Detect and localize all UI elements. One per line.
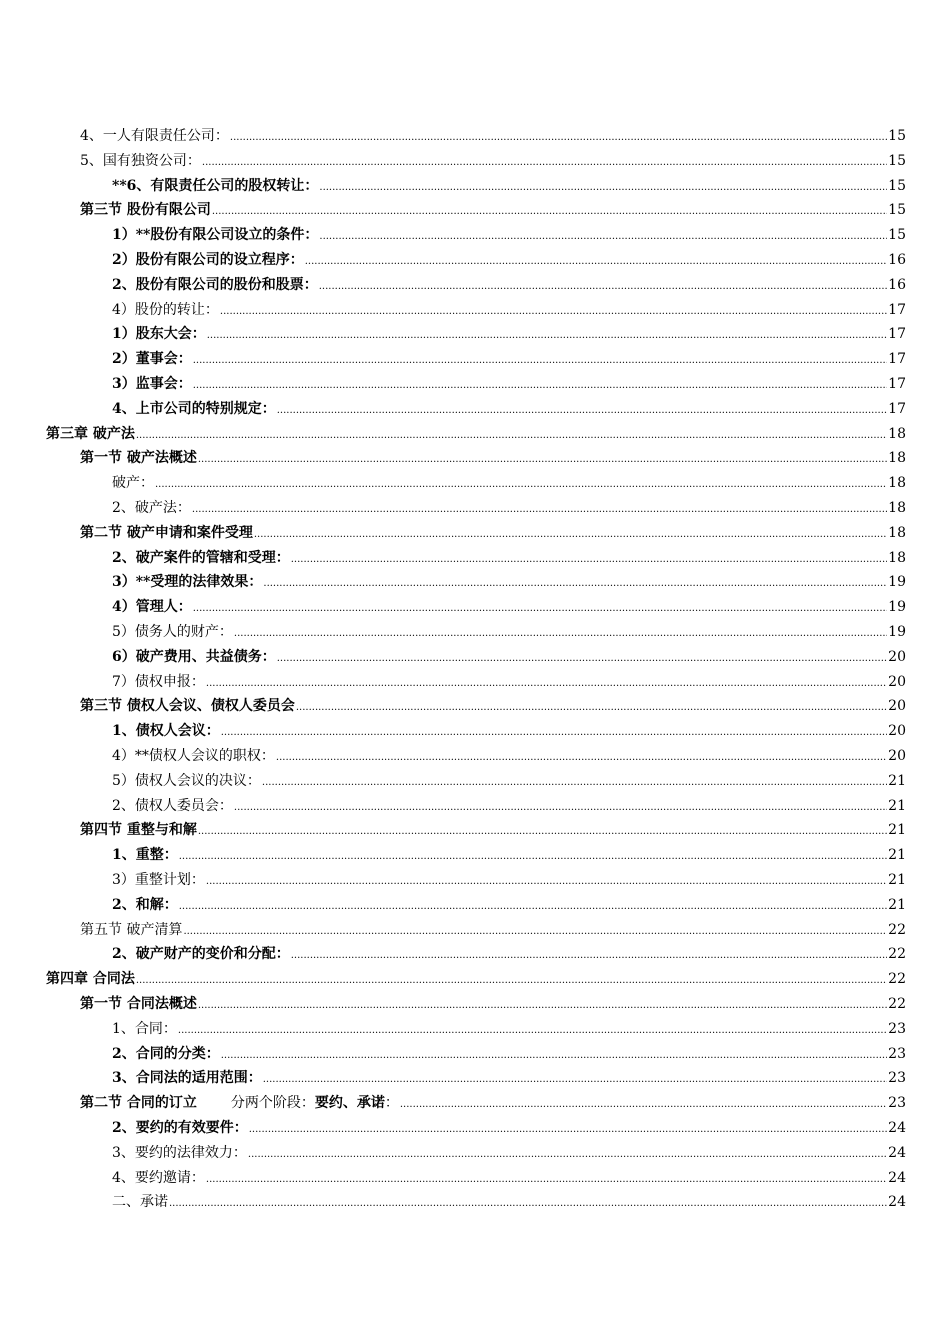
toc-entry-title: 6）破产费用、共益债务： <box>112 648 276 665</box>
toc-entry-title: 2、破产财产的变价和分配： <box>112 946 290 963</box>
toc-entry[interactable] <box>112 374 906 394</box>
toc-entry-title: 1、合同： <box>112 1020 177 1037</box>
toc-entry-label <box>112 374 192 394</box>
toc-dot-leader <box>305 250 887 272</box>
toc-entry-label <box>112 796 233 816</box>
toc-page-number: 22 <box>888 996 906 1012</box>
toc-entry[interactable] <box>112 176 906 196</box>
toc-entry-title: 4、一人有限责任公司： <box>80 128 229 144</box>
toc-dot-leader <box>400 1093 887 1115</box>
toc-dot-leader <box>155 473 887 495</box>
toc-dot-leader <box>212 200 887 222</box>
toc-entry-label <box>80 126 229 146</box>
toc-entry-label <box>46 969 135 989</box>
toc-page-number: 19 <box>888 574 906 591</box>
toc-entry[interactable] <box>80 523 906 543</box>
toc-page-number: 18 <box>888 425 906 442</box>
toc-entry-title: 3）重整计划： <box>112 872 205 888</box>
toc-entry[interactable] <box>112 597 906 617</box>
toc-entry-label <box>112 1044 220 1064</box>
toc-entry-label <box>112 225 318 245</box>
toc-dot-leader <box>230 126 887 148</box>
toc-entry-title: 第五节 破产清算 <box>80 921 183 938</box>
toc-entry-title: 5、国有独资公司： <box>80 152 201 169</box>
toc-dot-leader <box>198 994 887 1016</box>
toc-page-number: 15 <box>888 128 906 144</box>
toc-entry-label <box>112 944 290 964</box>
toc-entry[interactable] <box>112 1044 906 1064</box>
toc-entry-title: 二、承诺 <box>112 1194 168 1211</box>
toc-entry[interactable] <box>112 1019 906 1039</box>
toc-dot-leader <box>198 448 887 470</box>
toc-entry-title: 破产： <box>112 475 154 492</box>
toc-entry-title: 3、合同法的适用范围： <box>112 1070 262 1087</box>
toc-dot-leader <box>319 176 887 198</box>
toc-entry[interactable] <box>80 994 906 1014</box>
toc-page-number: 19 <box>888 599 906 616</box>
toc-entry[interactable] <box>112 746 906 766</box>
toc-entry-label <box>112 1019 177 1039</box>
toc-entry-title: 第四章 合同法 <box>46 971 135 988</box>
toc-dot-leader <box>262 771 887 793</box>
toc-entry-label <box>112 721 220 741</box>
toc-dot-leader <box>193 374 887 396</box>
toc-entry-title: 4、上市公司的特别规定： <box>112 400 276 417</box>
toc-page-number: 21 <box>888 872 906 888</box>
toc-entry-label <box>112 1068 262 1088</box>
toc-entry-label <box>80 920 182 940</box>
toc-entry-title: 3）监事会： <box>112 376 192 392</box>
toc-dot-leader <box>291 548 887 570</box>
toc-page-number: 21 <box>888 822 906 839</box>
toc-entry[interactable] <box>112 870 906 890</box>
toc-entry-title: 4）**债权人会议的职权： <box>112 748 275 764</box>
toc-entry-label <box>112 672 205 692</box>
toc-page-number: 17 <box>888 351 906 368</box>
toc-entry[interactable] <box>112 944 906 964</box>
toc-dot-leader <box>221 721 887 743</box>
toc-dot-leader <box>234 622 887 644</box>
toc-dot-leader <box>249 1118 887 1140</box>
toc-entry[interactable] <box>80 696 906 716</box>
toc-entry[interactable] <box>112 225 906 245</box>
toc-page-number: 23 <box>888 1045 906 1062</box>
toc-dot-leader <box>193 597 887 619</box>
toc-entry-label <box>112 1192 168 1212</box>
toc-entry-label <box>112 597 192 617</box>
toc-page-number: 23 <box>888 1070 906 1087</box>
toc-page-number: 15 <box>888 202 906 219</box>
toc-entry-label <box>112 845 178 865</box>
toc-entry-title: 2、股份有限公司的股份和股票： <box>112 276 318 293</box>
toc-entry-title: 第三节 债权人会议、债权人委员会 <box>80 698 295 715</box>
toc-entry-title: **6、有限责任公司的股权转让： <box>112 177 319 194</box>
toc-dot-leader <box>136 969 887 991</box>
toc-entry-label <box>112 1168 205 1188</box>
toc-entry[interactable] <box>112 473 906 493</box>
toc-entry[interactable] <box>112 647 906 667</box>
toc-page-number: 17 <box>888 400 906 417</box>
toc-dot-leader <box>221 1044 887 1066</box>
toc-entry-title: 2、合同的分类： <box>112 1045 220 1062</box>
toc-dot-leader <box>296 696 887 718</box>
toc-page-number: 22 <box>888 921 906 938</box>
toc-entry-label <box>112 324 206 344</box>
toc-dot-leader <box>276 746 887 768</box>
toc-entry-title: 1）**股份有限公司设立的条件： <box>112 227 319 244</box>
toc-entry[interactable] <box>112 1192 906 1212</box>
toc-entry-title: 3）**受理的法律效果： <box>112 574 263 591</box>
toc-page-number: 20 <box>888 698 906 715</box>
toc-entry-label <box>112 399 276 419</box>
toc-entry-title: 4）股份的转让： <box>112 301 219 318</box>
toc-entry-label <box>46 424 135 444</box>
toc-page-number: 18 <box>888 475 906 492</box>
toc-entry-title: 第三节 股份有限公司 <box>80 202 211 219</box>
toc-page-number: 18 <box>888 450 906 467</box>
toc-entry[interactable] <box>112 498 906 518</box>
toc-entry-label <box>112 473 154 493</box>
toc-entry-label <box>112 275 318 295</box>
toc-page-number: 18 <box>888 524 906 541</box>
toc-entry-label <box>112 176 318 196</box>
toc-entry-title: 第一节 合同法概述 <box>80 996 197 1012</box>
toc-page-number: 24 <box>888 1194 906 1211</box>
toc-entry-label <box>112 349 192 369</box>
toc-entry-label <box>80 151 201 171</box>
toc-entry-label <box>112 250 304 270</box>
toc-entry-label <box>80 200 211 220</box>
toc-dot-leader <box>254 523 887 545</box>
toc-entry-label <box>112 647 276 667</box>
toc-entry-label <box>80 820 197 840</box>
toc-dot-leader <box>319 225 887 247</box>
toc-entry-title: 第二节 合同的订立 <box>80 1095 197 1112</box>
toc-entry[interactable] <box>112 1068 906 1088</box>
toc-entry[interactable] <box>112 399 906 419</box>
toc-entry[interactable] <box>80 920 906 940</box>
toc-entry-label <box>112 1143 247 1163</box>
toc-entry[interactable] <box>112 771 906 791</box>
toc-entry[interactable] <box>112 300 906 320</box>
toc-dot-leader <box>207 324 887 346</box>
toc-entry[interactable] <box>112 672 906 692</box>
toc-dot-leader <box>319 275 887 297</box>
toc-dot-leader <box>179 895 887 917</box>
toc-entry-title: 2）股份有限公司的设立程序： <box>112 252 304 268</box>
toc-dot-leader <box>192 498 887 520</box>
toc-entry-label <box>112 1118 248 1138</box>
toc-entry-label <box>112 572 262 592</box>
toc-dot-leader <box>206 1168 887 1190</box>
toc-entry-title: 2、债权人委员会： <box>112 797 233 814</box>
toc-dot-leader <box>263 1068 887 1090</box>
toc-page-number: 16 <box>888 276 906 293</box>
toc-entry-title: 3、要约的法律效力： <box>112 1144 247 1161</box>
toc-dot-leader <box>193 349 887 371</box>
toc-entry-label <box>112 548 290 568</box>
toc-entry-note-tail: ： <box>384 1095 399 1112</box>
toc-page-number: 21 <box>888 772 906 789</box>
toc-entry[interactable] <box>112 845 906 865</box>
toc-dot-leader <box>206 672 887 694</box>
toc-entry[interactable] <box>80 126 906 146</box>
toc-page-number: 24 <box>888 1144 906 1161</box>
toc-page-number: 24 <box>888 1169 906 1186</box>
toc-entry-title: 第一节 破产法概述 <box>80 450 197 467</box>
toc-entry-label <box>112 622 233 642</box>
toc-entry-label <box>112 746 275 766</box>
toc-page-number: 15 <box>888 177 906 194</box>
toc-dot-leader <box>198 820 887 842</box>
toc-entry-title: 2、要约的有效要件： <box>112 1120 248 1136</box>
toc-entry-note: 分两个阶段： <box>230 1095 315 1112</box>
toc-entry-label <box>112 771 261 791</box>
toc-page-number: 23 <box>888 1095 906 1112</box>
toc-page-number: 21 <box>888 797 906 814</box>
toc-page-number: 17 <box>888 376 906 392</box>
toc-dot-leader <box>248 1143 887 1165</box>
toc-entry-title: 4、要约邀请： <box>112 1169 205 1186</box>
toc-entry-title: 第二节 破产申请和案件受理 <box>80 524 253 541</box>
toc-dot-leader <box>179 845 887 867</box>
toc-dot-leader <box>202 151 887 173</box>
toc-entry[interactable] <box>80 151 906 171</box>
toc-entry[interactable] <box>112 796 906 816</box>
toc-entry-note-emphasis: 要约、承诺 <box>314 1095 385 1112</box>
toc-entry[interactable] <box>112 548 906 568</box>
toc-entry-label <box>80 1093 399 1113</box>
toc-entry[interactable] <box>112 1118 906 1138</box>
toc-entry-title: 1、债权人会议： <box>112 723 220 740</box>
toc-page-number: 15 <box>888 152 906 169</box>
toc-dot-leader <box>183 920 887 942</box>
toc-page-number: 21 <box>888 847 906 864</box>
toc-dot-leader <box>291 944 887 966</box>
toc-entry-label <box>112 870 205 890</box>
toc-page-number: 16 <box>888 252 906 268</box>
toc-entry-title: 2）董事会： <box>112 351 192 368</box>
toc-entry[interactable] <box>112 572 906 592</box>
toc-entry[interactable] <box>112 250 906 270</box>
toc-entry-title: 第四节 重整与和解 <box>80 822 197 839</box>
toc-entry-title: 2、和解： <box>112 896 178 913</box>
toc-entry[interactable] <box>112 622 906 642</box>
toc-entry-label <box>112 300 219 320</box>
toc-dot-leader <box>206 870 887 892</box>
toc-entry-title: 7）债权申报： <box>112 673 205 690</box>
toc-entry-title: 4）管理人： <box>112 599 192 616</box>
toc-entry[interactable] <box>80 1093 906 1113</box>
toc-entry-label <box>112 895 178 915</box>
toc-entry[interactable] <box>112 1168 906 1188</box>
toc-entry[interactable] <box>46 424 906 444</box>
toc-entry[interactable] <box>112 895 906 915</box>
toc-page-number: 21 <box>888 896 906 913</box>
toc-page-number: 20 <box>888 673 906 690</box>
toc-page-number: 24 <box>888 1120 906 1136</box>
toc-dot-leader <box>263 572 887 594</box>
toc-page-number: 20 <box>888 648 906 665</box>
toc-page-number: 22 <box>888 971 906 988</box>
toc-page-number: 18 <box>888 549 906 566</box>
toc-dot-leader <box>178 1019 887 1041</box>
toc-entry-label <box>80 696 295 716</box>
toc-entry[interactable] <box>80 448 906 468</box>
toc-entry[interactable] <box>112 721 906 741</box>
toc-dot-leader <box>277 399 887 421</box>
toc-dot-leader <box>234 796 887 818</box>
toc-entry-label <box>112 498 191 518</box>
toc-page-number: 15 <box>888 227 906 244</box>
toc-entry-title: 5）债务人的财产： <box>112 624 233 640</box>
toc-entry[interactable] <box>80 200 906 220</box>
toc-dot-leader <box>220 300 887 322</box>
toc-page-number: 22 <box>888 946 906 963</box>
toc-entry-title: 第三章 破产法 <box>46 425 135 442</box>
toc-page-number: 23 <box>888 1020 906 1037</box>
toc-entry-label <box>80 523 253 543</box>
toc-entry-label <box>80 448 197 468</box>
toc-entry-title: 5）债权人会议的决议： <box>112 772 261 789</box>
toc-page-number: 18 <box>888 500 906 516</box>
toc-entry[interactable] <box>112 275 906 295</box>
toc-entry-title: 2、破产法： <box>112 500 191 516</box>
toc-page-number: 19 <box>888 624 906 640</box>
toc-dot-leader <box>136 424 887 446</box>
toc-entry[interactable] <box>80 820 906 840</box>
toc-entry-title: 1、重整： <box>112 847 178 864</box>
toc-entry-title: 2、破产案件的管辖和受理： <box>112 549 290 566</box>
toc-page-number: 20 <box>888 723 906 740</box>
toc-dot-leader <box>277 647 887 669</box>
toc-entry[interactable] <box>46 969 906 989</box>
toc-entry[interactable] <box>112 324 906 344</box>
toc-page-number: 20 <box>888 748 906 764</box>
toc-dot-leader <box>169 1192 887 1214</box>
toc-entry[interactable] <box>112 349 906 369</box>
toc-entry-label <box>80 994 197 1014</box>
toc-entry-title: 1）股东大会： <box>112 326 206 343</box>
toc-entry[interactable] <box>112 1143 906 1163</box>
toc-page-number: 17 <box>888 301 906 318</box>
toc-page-number: 17 <box>888 326 906 343</box>
